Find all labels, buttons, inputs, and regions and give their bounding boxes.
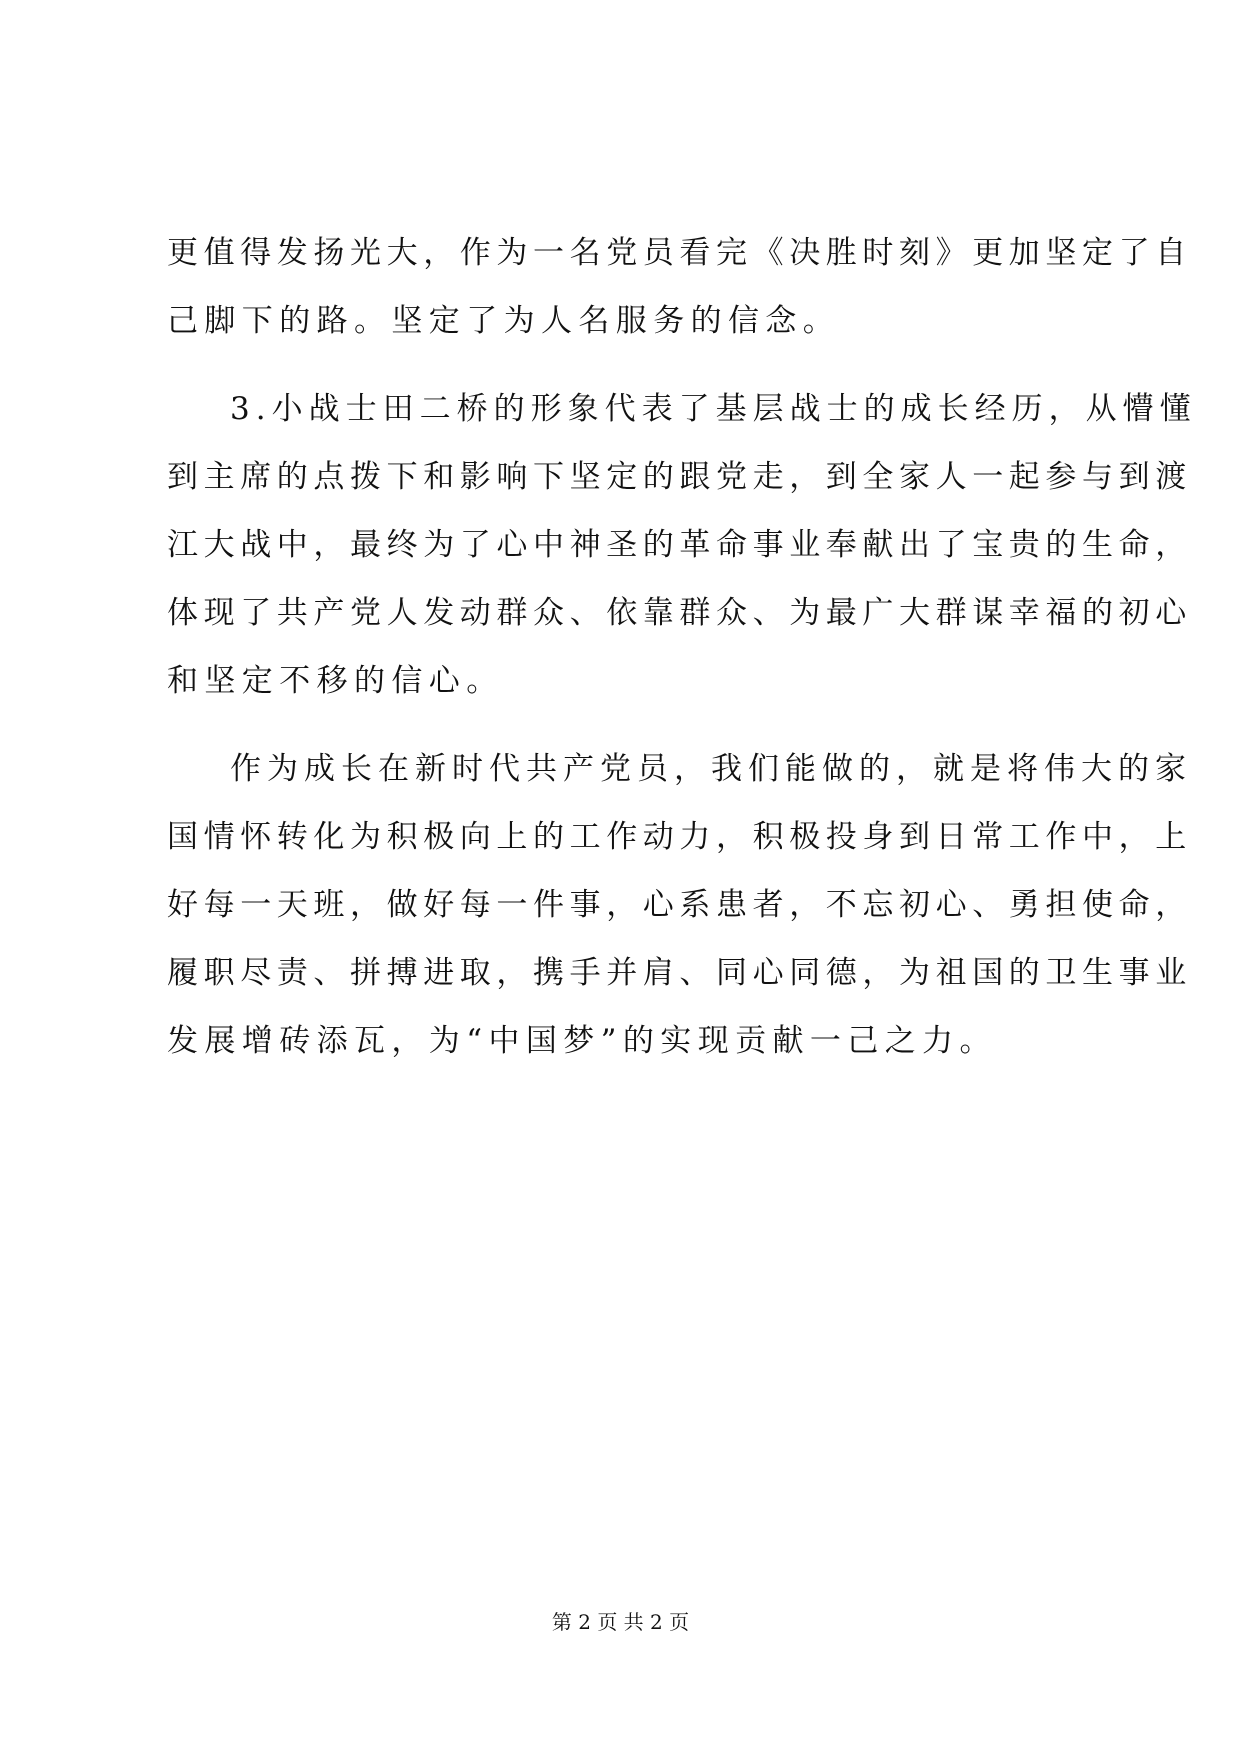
paragraph-line: 和坚定不移的信心。 [167,663,504,699]
paragraph-line: 更值得发扬光大，作为一名党员看完《决胜时刻》更加坚定了自 [167,235,1192,271]
paragraph-line: 己脚下的路。坚定了为人名服务的信念。 [167,303,841,339]
paragraph-line: 江大战中，最终为了心中神圣的革命事业奉献出了宝贵的生命， [167,527,1192,563]
paragraph-line: 3.小战士田二桥的形象代表了基层战士的成长经历，从懵懂 [230,391,1197,427]
paragraph-line: 好每一天班，做好每一件事，心系患者，不忘初心、勇担使命， [167,887,1192,923]
paragraph-line: 发展增砖添瓦，为“中国梦”的实现贡献一己之力。 [167,1023,997,1059]
paragraph-line: 作为成长在新时代共产党员，我们能做的，就是将伟大的家 [230,751,1192,787]
paragraph-line: 体现了共产党人发动群众、依靠群众、为最广大群谋幸福的初心 [167,595,1192,631]
paragraph-line: 到主席的点拨下和影响下坚定的跟党走，到全家人一起参与到渡 [167,459,1192,495]
page-number-footer: 第 2 页 共 2 页 [551,1610,690,1634]
paragraph-line: 国情怀转化为积极向上的工作动力，积极投身到日常工作中，上 [167,819,1192,855]
paragraph-line: 履职尽责、拼搏进取，携手并肩、同心同德，为祖国的卫生事业 [167,955,1192,991]
